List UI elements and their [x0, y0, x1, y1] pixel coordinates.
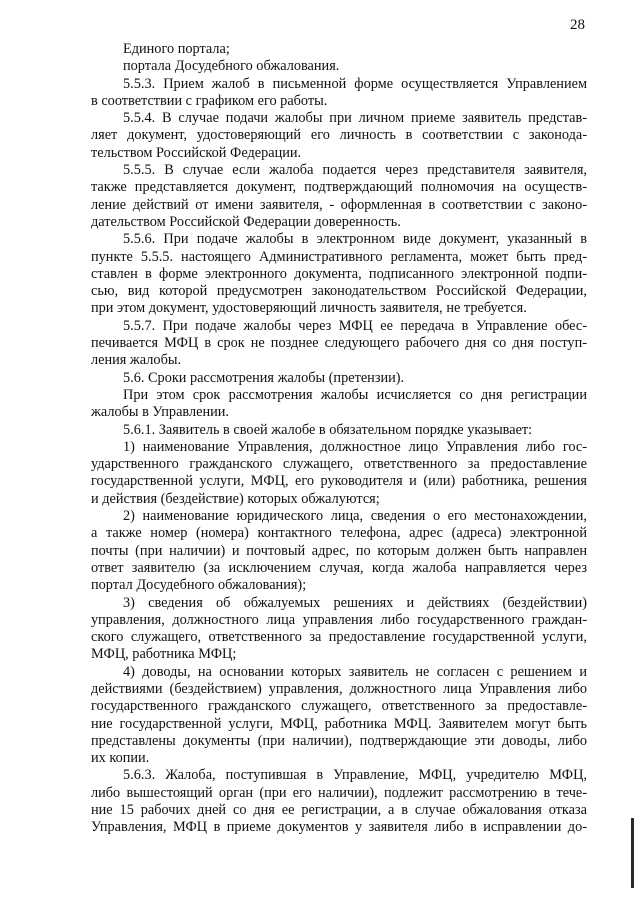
- text-line: их копии.: [91, 750, 150, 767]
- text-line: 4) доводы, на основании которых заявитель не согласен с решением и: [123, 663, 587, 680]
- text-line: Управления, МФЦ в приеме документов у заявителя либо в исправлении до-: [91, 819, 587, 836]
- text-line: либо вышестоящий орган (при его наличии), подлежит рассмотрению в тече-: [91, 784, 587, 801]
- text-line: 1) наименование Управления, должностное лицо Управления либо гос-: [123, 438, 587, 455]
- text-line: ударственного гражданского служащего, ответственного за предоставление: [91, 456, 587, 473]
- text-line: ление действий от имени заявителя, - оформленная в соответствии с законо-: [91, 196, 587, 213]
- text-line: 5.5.4. В случае подачи жалобы при личном приеме заявитель представ-: [123, 110, 587, 127]
- text-line: При этом срок рассмотрения жалобы исчисляется со дня регистрации: [123, 386, 587, 403]
- text-line: государственного гражданского служащего, ответственного за предоставле-: [91, 698, 587, 715]
- text-line: 5.5.5. В случае если жалоба подается через представителя заявителя,: [123, 162, 587, 179]
- text-line: ляет документ, удостоверяющий его личность в соответствии с законода-: [91, 127, 587, 144]
- text-line: жалобы в Управлении.: [91, 404, 229, 421]
- text-line: ставлен в форме электронного документа, подписанного электронной подпи-: [91, 265, 587, 282]
- text-line: ответ заявителю (за исключением случая, когда жалоба направляется через: [91, 559, 587, 576]
- text-line: 5.6.3. Жалоба, поступившая в Управление, МФЦ, учредителю МФЦ,: [123, 767, 587, 784]
- text-line: 5.6. Сроки рассмотрения жалобы (претензии).: [123, 369, 405, 386]
- text-line: при этом документ, удостоверяющий личность заявителя, не требуется.: [91, 300, 527, 317]
- text-line: 3) сведения об обжалуемых решениях и действиях (бездействии): [123, 594, 587, 611]
- text-line: портала Досудебного обжалования.: [123, 58, 340, 75]
- text-line: 5.5.7. При подаче жалобы через МФЦ ее передача в Управление обес-: [123, 317, 587, 334]
- text-line: ние государственной услуги, МФЦ, работника МФЦ. Заявителем могут быть: [91, 715, 587, 732]
- text-line: 5.5.6. При подаче жалобы в электронном виде документ, указанный в: [123, 231, 587, 248]
- text-line: ние 15 рабочих дней со дня ее регистрации, а в случае обжалования отказа: [91, 802, 587, 819]
- text-line: представлены документы (при наличии), подтверждающие эти доводы, либо: [91, 732, 587, 749]
- text-line: а также номер (номера) контактного телефона, адрес (адреса) электронной: [91, 525, 587, 542]
- text-line: ского служащего, ответственного за предоставление государственной услуги,: [91, 629, 587, 646]
- text-line: также представляется документ, подтверждающий полномочия на осуществ-: [91, 179, 587, 196]
- text-line: сью, вид которой предусмотрен законодательством Российской Федерации,: [91, 283, 587, 300]
- text-line: дательством Российской Федерации доверенность.: [91, 213, 401, 230]
- text-line: управления, должностного лица управления либо государственного граждан-: [91, 611, 587, 628]
- text-line: тельством Российской Федерации.: [91, 144, 302, 161]
- document-body: [91, 41, 587, 837]
- text-line: действиями (бездействием) управления, должностного лица Управления либо: [91, 680, 587, 697]
- text-line: пункте 5.5.5. настоящего Административного регламента, может быть пред-: [91, 248, 587, 265]
- text-line: и действия (бездействие) которых обжалуются;: [91, 490, 380, 507]
- text-line: портал Досудебного обжалования);: [91, 577, 307, 594]
- text-line: 2) наименование юридического лица, сведения о его местонахождении,: [123, 508, 587, 525]
- text-line: государственной услуги, МФЦ, его руководителя и (или) работника, решения: [91, 473, 587, 490]
- text-line: МФЦ, работника МФЦ;: [91, 646, 237, 663]
- text-line: 5.5.3. Прием жалоб в письменной форме осуществляется Управлением: [123, 75, 587, 92]
- text-line: 5.6.1. Заявитель в своей жалобе в обязательном порядке указывает:: [123, 421, 533, 438]
- text-line: печивается МФЦ в срок не позднее следующего рабочего дня со дня поступ-: [91, 335, 587, 352]
- text-line: ления жалобы.: [91, 352, 182, 369]
- text-line: в соответствии с графиком его работы.: [91, 92, 328, 109]
- scan-edge-mark: [631, 818, 634, 888]
- page-number: 28: [570, 17, 585, 33]
- text-line: почты (при наличии) и почтовый адрес, по которым должен быть направлен: [91, 542, 587, 559]
- text-line: Единого портала;: [123, 41, 230, 57]
